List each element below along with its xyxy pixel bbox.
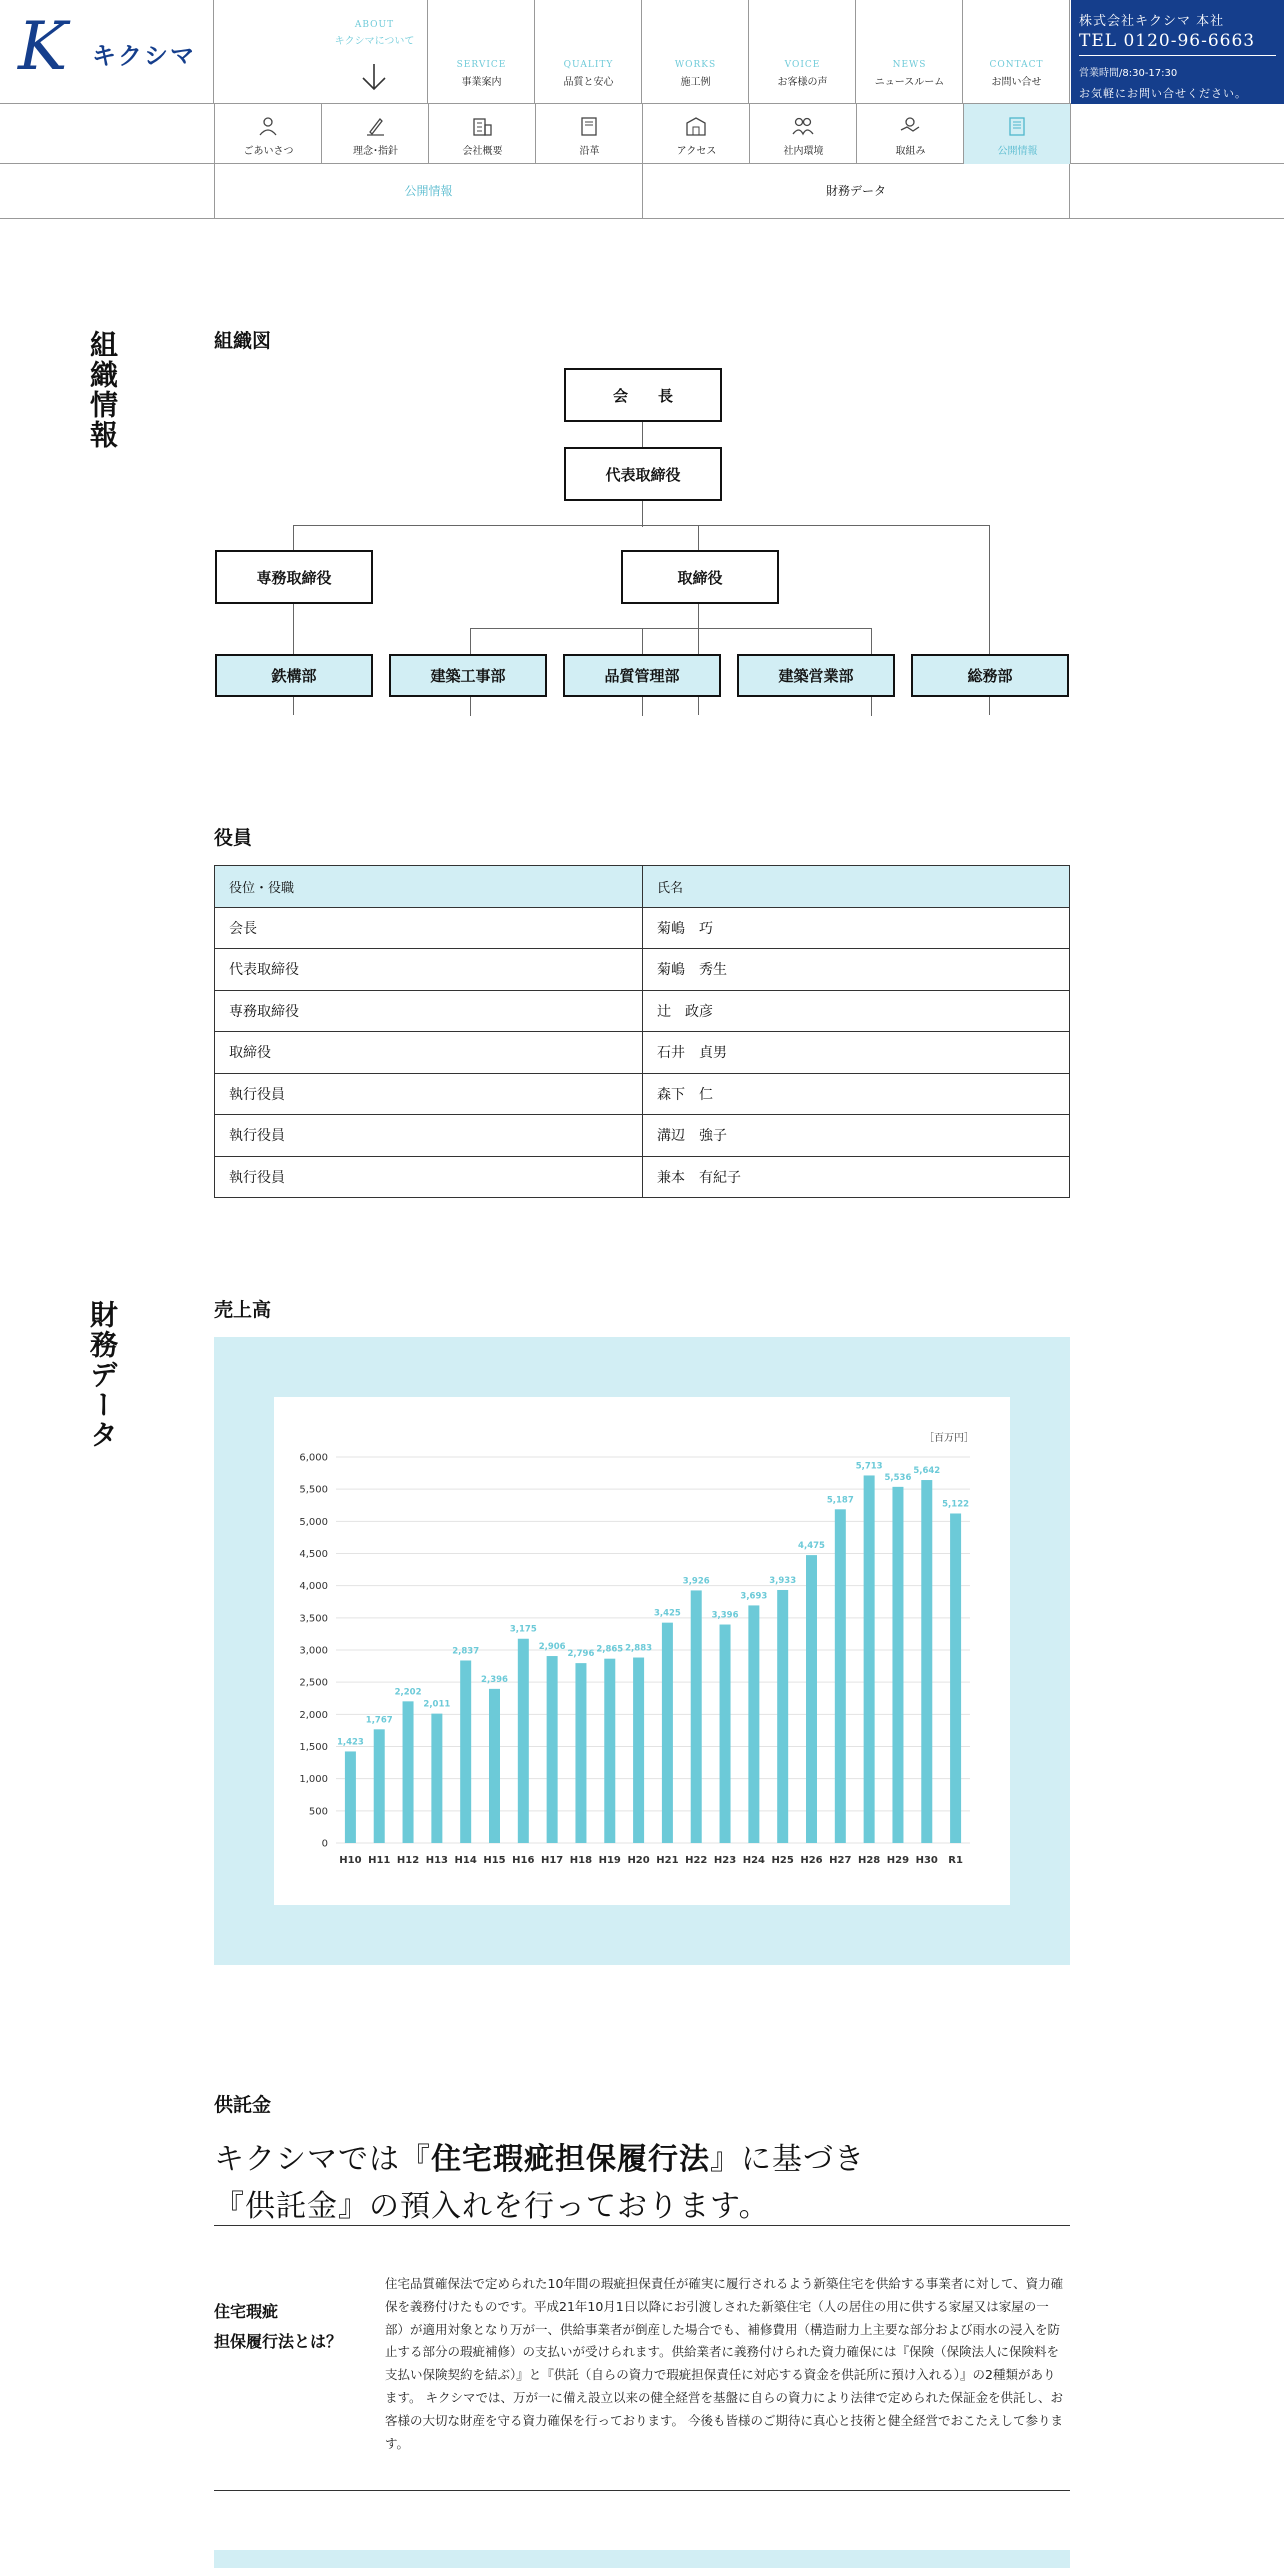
bar (633, 1658, 644, 1843)
org-line (642, 420, 643, 448)
nav-quality[interactable] (535, 0, 642, 104)
nav-voice-ja: お客様の声 (777, 77, 828, 88)
data-label: 3,425 (653, 1608, 681, 1619)
officers-heading: 役員 (214, 827, 253, 849)
data-label: 4,475 (798, 1541, 825, 1552)
lead-text: キクシマでは『 (214, 2142, 431, 2177)
logo-text: キクシマ (92, 42, 196, 70)
subnav-label: 取組み (895, 146, 926, 157)
officer-title: 会長 (215, 907, 643, 949)
officer-title: 執行役員 (215, 1115, 643, 1157)
data-label: 5,642 (913, 1466, 941, 1477)
y-tick-label: 2,000 (299, 1709, 328, 1721)
lead-text: 』に基づき (710, 2142, 865, 2177)
subnav-initiatives[interactable] (856, 104, 963, 164)
document-icon (1006, 116, 1028, 136)
bar (691, 1590, 702, 1843)
person-icon (257, 116, 279, 136)
data-label: 1,767 (365, 1715, 393, 1726)
people-icon (792, 116, 814, 136)
officer-name: 森下 仁 (643, 1073, 1070, 1115)
x-tick-label: H25 (771, 1855, 794, 1866)
data-label: 3,933 (769, 1575, 797, 1586)
nav-quality-ja: 品質と安心 (563, 77, 614, 88)
officer-name: 辻 政彦 (643, 990, 1070, 1032)
bar (575, 1663, 586, 1843)
data-label: 3,396 (711, 1610, 739, 1621)
y-tick-label: 4,000 (299, 1581, 328, 1593)
org-dept: 鉄構部 (215, 654, 373, 697)
org-box-senior-director: 専務取締役 (215, 550, 373, 604)
sales-bar-chart (274, 1397, 1010, 1905)
data-label: 3,175 (509, 1624, 537, 1635)
page-tabs (0, 164, 1284, 219)
tab-financial[interactable]: 財務データ (642, 164, 1070, 219)
org-chart (214, 362, 1070, 702)
x-tick-label: H19 (598, 1855, 621, 1866)
subnav-philosophy[interactable] (321, 104, 428, 164)
bar (864, 1475, 875, 1843)
business-hours: 営業時間/8:30-17:30 (1079, 68, 1178, 79)
bar (431, 1714, 442, 1843)
company-name: 株式会社キクシマ 本社 (1079, 14, 1225, 29)
bar (547, 1656, 558, 1843)
sales-chart-card (274, 1397, 1010, 1905)
subnav-label: 沿革 (579, 146, 600, 157)
table-row (215, 990, 1070, 1032)
side-title-finance: 財務データ (86, 1300, 119, 1450)
data-label: 3,693 (740, 1591, 768, 1602)
subnav-label: 社内環境 (783, 146, 824, 157)
officer-title: 執行役員 (215, 1156, 643, 1198)
officer-name: 溝辺 強子 (643, 1115, 1070, 1157)
x-tick-label: H30 (915, 1855, 938, 1866)
table-row (215, 1156, 1070, 1198)
org-dept: 総務部 (911, 654, 1069, 697)
subnav-label: 会社概要 (462, 146, 503, 157)
bar (604, 1659, 615, 1843)
nav-about-en: ABOUT (354, 20, 395, 30)
lead-law-name: 住宅瑕疵担保履行法 (431, 2142, 710, 2177)
officer-name: 菊嶋 巧 (643, 907, 1070, 949)
data-label: 2,202 (394, 1687, 422, 1698)
data-label: 5,536 (884, 1472, 912, 1483)
logo-mark: K (18, 8, 68, 85)
org-dept: 品質管理部 (563, 654, 721, 697)
nav-service[interactable] (428, 0, 535, 104)
x-tick-label: H29 (886, 1855, 910, 1866)
data-label: 5,187 (826, 1495, 854, 1506)
y-tick-label: 2,500 (299, 1677, 328, 1689)
subnav-label: 理念･指針 (353, 146, 398, 157)
nav-news[interactable] (856, 0, 963, 104)
officer-name: 石井 貞男 (643, 1032, 1070, 1074)
table-row (215, 907, 1070, 949)
book-icon (578, 116, 600, 136)
nav-about-ja: キクシマについて (334, 36, 415, 47)
tab-disclosure[interactable]: 公開情報 (214, 164, 642, 219)
x-tick-label: H14 (454, 1855, 477, 1866)
bar (892, 1487, 903, 1843)
law-question-line: 住宅瑕疵 (214, 2302, 279, 2321)
x-tick-label: H15 (483, 1855, 506, 1866)
data-label: 2,011 (423, 1699, 451, 1710)
table-row (215, 949, 1070, 991)
nav-news-ja: ニュースルーム (874, 77, 945, 88)
deposit-heading: 供託金 (214, 2094, 272, 2116)
contact-box[interactable] (1071, 0, 1284, 104)
nav-voice-en: VOICE (784, 60, 821, 70)
sales-heading: 売上高 (214, 1299, 272, 1321)
x-tick-label: R1 (948, 1855, 963, 1866)
subnav-label: ごあいさつ (243, 146, 294, 157)
bar (662, 1623, 673, 1843)
officer-title: 代表取締役 (215, 949, 643, 991)
table-row (215, 1032, 1070, 1074)
data-label: 2,396 (481, 1674, 508, 1685)
x-tick-label: H22 (685, 1855, 708, 1866)
x-tick-label: H26 (800, 1855, 823, 1866)
bar (374, 1729, 385, 1843)
nav-contact-en: CONTACT (989, 60, 1044, 70)
y-tick-label: 5,000 (299, 1516, 328, 1528)
bar (921, 1480, 932, 1843)
law-question-line: 担保履行法とは？ (214, 2332, 343, 2351)
bar (460, 1660, 471, 1843)
org-line (470, 628, 871, 629)
bar (806, 1555, 817, 1843)
bar (748, 1605, 759, 1843)
table-row (215, 1115, 1070, 1157)
nav-service-ja: 事業案内 (461, 77, 502, 88)
x-tick-label: H28 (857, 1855, 881, 1866)
table-header-row (215, 866, 1070, 908)
nav-service-en: SERVICE (456, 60, 507, 70)
y-tick-label: 4,500 (299, 1549, 328, 1560)
subnav-label: アクセス (676, 146, 717, 157)
x-tick-label: H11 (368, 1855, 391, 1866)
subnav-label: 公開情報 (997, 146, 1038, 157)
nav-works-ja: 施工例 (680, 77, 711, 88)
next-panel (214, 2550, 1070, 2568)
x-tick-label: H17 (540, 1855, 564, 1866)
map-icon (685, 116, 707, 136)
x-tick-label: H16 (512, 1855, 535, 1866)
y-tick-label: 5,500 (299, 1484, 328, 1496)
table-row (215, 1073, 1070, 1115)
unit-label: ［百万円］ (924, 1433, 974, 1444)
officer-name: 兼本 有紀子 (643, 1156, 1070, 1198)
bar (403, 1701, 414, 1843)
data-label: 2,837 (452, 1646, 480, 1657)
x-tick-label: H27 (829, 1855, 852, 1866)
y-tick-label: 1,500 (299, 1742, 328, 1753)
org-box-director: 取締役 (621, 550, 779, 604)
law-description: 住宅品質確保法で定められた10年間の瑕疵担保責任が確実に履行されるよう新築住宅を供給する事業者に対して、資力確保を義務付けたものです。平成21年10月1日以降にお引渡しされた新築住宅（人の居住の用に供する家屋又は家屋の一部）が適用対象となり万が一、供給事業者が倒産した場合でも、補修費用（構造耐力上主要な部分および雨水の浸入を防止する部分の瑕疵補修）の支払いが受けられます。供給業者に義務付けられた資力確保には『保険（保険法人に保険料を支払い保険契約を結ぶ）』と『供託（自らの資力で瑕疵担保責任に対応する資金を供託所に預け入れる）』の2種類があります。 キクシマでは、万が一に備え設立以来の健全経営を基盤に自らの資力により法律で定められた保証金を供託し、お客様の大切な財産を守る資力確保を行っております。 今後も皆様のご期待に真心と技術と健全経営でおこたえして参ります。 (385, 2276, 1064, 2451)
data-label: 5,713 (855, 1461, 883, 1472)
org-box-chairman: 会 長 (564, 368, 722, 422)
data-label: 3,926 (682, 1576, 710, 1587)
building-icon (471, 116, 493, 136)
deposit-lead-line1 (214, 2134, 865, 2178)
y-tick-label: 0 (321, 1838, 328, 1850)
x-tick-label: H12 (396, 1855, 420, 1866)
bar (950, 1513, 961, 1843)
site-header (0, 0, 1284, 104)
officer-title: 執行役員 (215, 1073, 643, 1115)
nav-works[interactable] (642, 0, 749, 104)
deposit-lead-line2: 『供託金』の預入れを行っております。 (214, 2189, 770, 2224)
bar (489, 1689, 500, 1843)
data-label: 2,796 (567, 1649, 595, 1660)
org-chart-heading: 組織図 (214, 330, 272, 352)
y-tick-label: 500 (308, 1806, 328, 1818)
bar (345, 1751, 356, 1843)
nav-works-en: WORKS (674, 60, 717, 70)
subnav-access[interactable] (642, 104, 749, 164)
org-box-president: 代表取締役 (564, 447, 722, 501)
nav-news-en: NEWS (892, 60, 927, 70)
officers-table (214, 865, 1070, 1198)
x-tick-label: H10 (339, 1855, 362, 1866)
org-dept: 建築工事部 (389, 654, 547, 697)
org-line (642, 499, 643, 527)
sub-nav (0, 104, 1284, 164)
data-label: 2,906 (538, 1642, 566, 1653)
data-label: 1,423 (336, 1737, 364, 1748)
x-tick-label: H18 (569, 1855, 593, 1866)
arrow-down-icon (359, 62, 389, 92)
handshake-icon (899, 116, 921, 136)
x-tick-label: H20 (627, 1855, 650, 1866)
data-label: 2,883 (625, 1643, 653, 1654)
logo[interactable] (0, 0, 214, 104)
nav-contact-ja: お問い合せ (991, 77, 1042, 88)
officer-title: 取締役 (215, 1032, 643, 1074)
org-line (293, 525, 989, 526)
column-header: 氏名 (643, 866, 1070, 908)
divider (214, 2490, 1070, 2491)
divider (214, 2225, 1070, 2226)
law-question (214, 2297, 342, 2357)
subnav-greeting[interactable] (214, 104, 321, 164)
nav-about[interactable] (321, 0, 428, 104)
nav-contact[interactable] (963, 0, 1070, 104)
x-tick-label: H21 (656, 1855, 679, 1866)
bar (835, 1509, 846, 1843)
nav-quality-en: QUALITY (563, 60, 614, 70)
officer-title: 専務取締役 (215, 990, 643, 1032)
x-tick-label: H13 (425, 1855, 449, 1866)
pen-icon (364, 116, 386, 136)
data-label: 2,865 (596, 1644, 624, 1655)
contact-note: お気軽にお問い合せください。 (1079, 87, 1247, 100)
subnav-disclosure[interactable] (963, 104, 1071, 164)
org-dept: 建築営業部 (737, 654, 895, 697)
data-label: 5,122 (942, 1499, 970, 1510)
subnav-history[interactable] (535, 104, 642, 164)
y-tick-label: 3,000 (299, 1645, 328, 1657)
column-header: 役位・役職 (215, 866, 643, 908)
subnav-profile[interactable] (428, 104, 535, 164)
nav-voice[interactable] (749, 0, 856, 104)
x-tick-label: H24 (742, 1855, 766, 1866)
subnav-environment[interactable] (749, 104, 856, 164)
y-tick-label: 3,500 (299, 1613, 328, 1625)
officer-name: 菊嶋 秀生 (643, 949, 1070, 991)
y-tick-label: 6,000 (299, 1452, 328, 1464)
bar (518, 1639, 529, 1843)
bar (720, 1625, 731, 1843)
x-tick-label: H23 (713, 1855, 737, 1866)
phone-number[interactable]: TEL 0120-96-6663 (1079, 31, 1276, 56)
bar (777, 1590, 788, 1843)
side-title-org: 組織情報 (86, 330, 119, 450)
y-tick-label: 1,000 (299, 1774, 328, 1786)
